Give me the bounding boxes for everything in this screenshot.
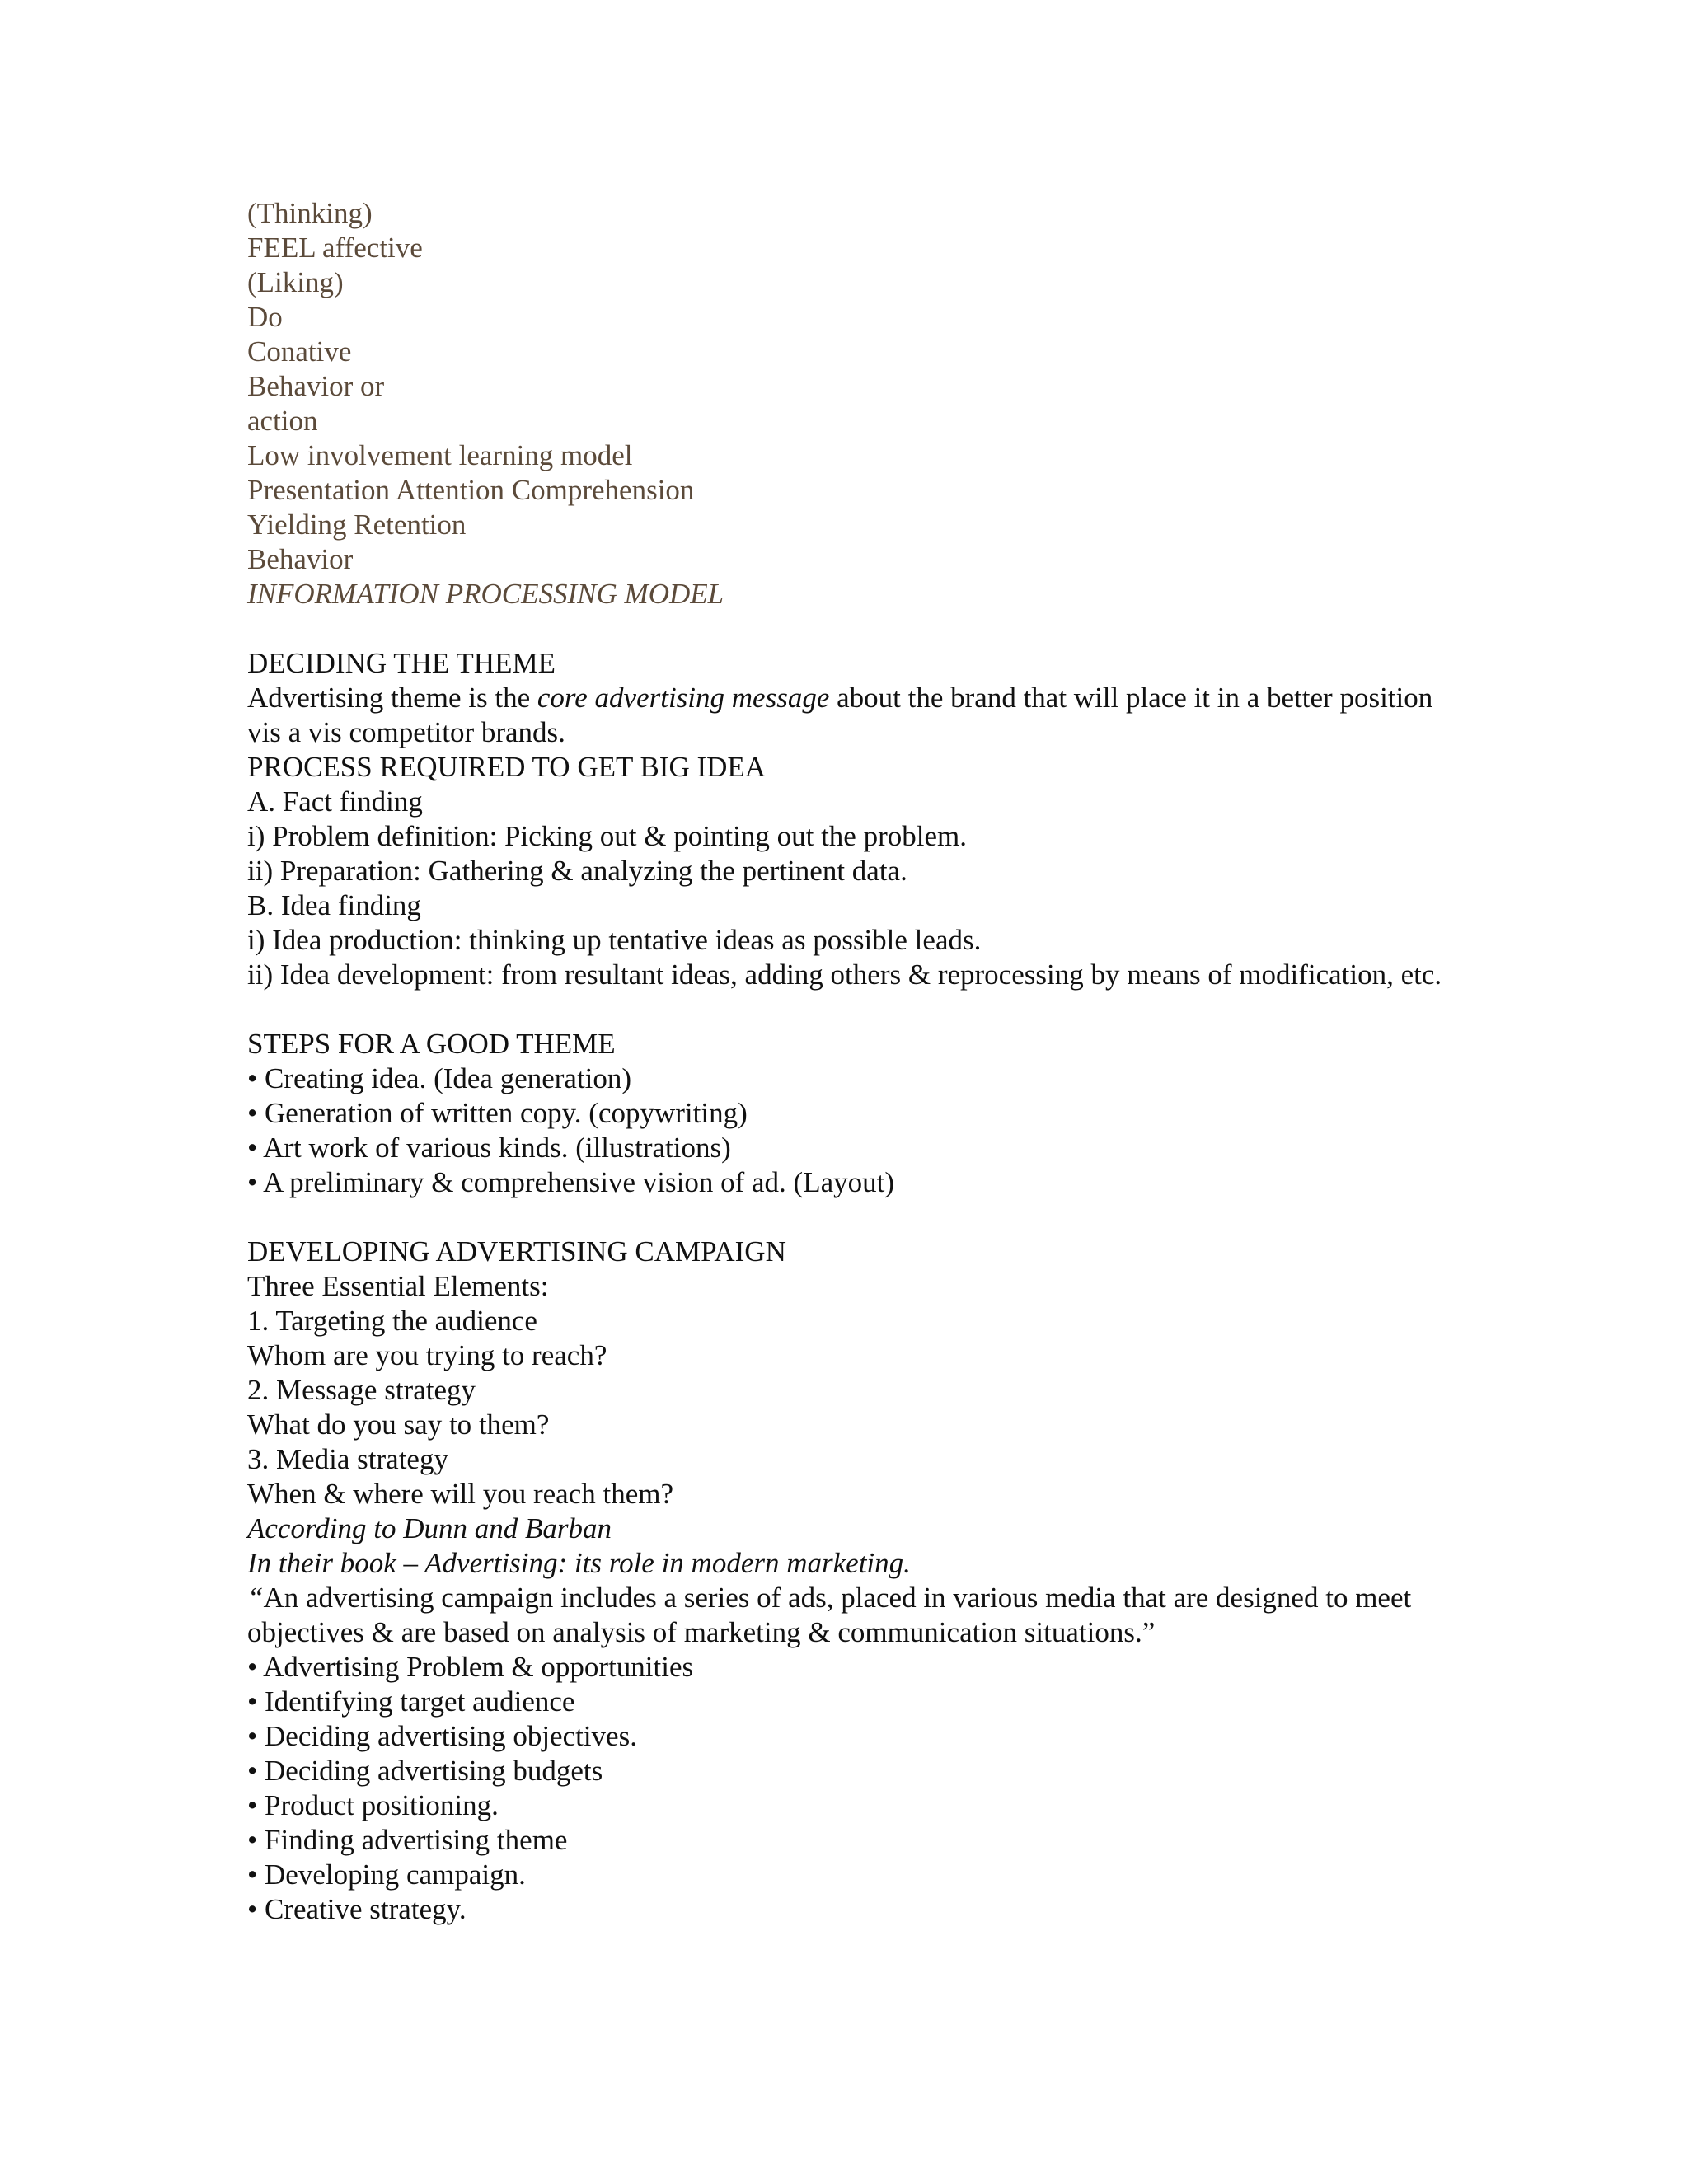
list-item: • Creating idea. (Idea generation) xyxy=(247,1062,632,1094)
process-step: A. Fact finding xyxy=(247,785,423,818)
campaign-section xyxy=(247,1235,1451,1927)
list-item: • Developing campaign. xyxy=(247,1858,526,1891)
theme-paragraph xyxy=(247,681,1451,750)
spacer xyxy=(247,612,1451,646)
list-item: • Deciding advertising objectives. xyxy=(247,1720,637,1752)
process-step: i) Problem definition: Picking out & pointing out the problem. xyxy=(247,820,967,852)
process-step: B. Idea finding xyxy=(247,889,421,921)
process-step: ii) Preparation: Gathering & analyzing the pertinent data. xyxy=(247,855,907,887)
list-item: • Deciding advertising budgets xyxy=(247,1755,603,1787)
model-line: action xyxy=(247,405,318,437)
citation-line: According to Dunn and Barban xyxy=(247,1512,612,1544)
list-item: • Advertising Problem & opportunities xyxy=(247,1651,694,1683)
theme-para-text: Advertising theme is the xyxy=(247,682,537,714)
good-theme-heading: STEPS FOR A GOOD THEME xyxy=(247,1028,616,1060)
model-line: Low involvement learning model xyxy=(247,439,633,471)
model-line: Presentation Attention Comprehension xyxy=(247,474,695,506)
model-heading: INFORMATION PROCESSING MODEL xyxy=(247,578,724,610)
model-line: (Thinking) xyxy=(247,197,373,229)
list-item: • Creative strategy. xyxy=(247,1893,467,1925)
campaign-line: What do you say to them? xyxy=(247,1408,550,1441)
theme-heading: DECIDING THE THEME xyxy=(247,647,556,679)
model-line: Behavior xyxy=(247,543,354,575)
campaign-line: Whom are you trying to reach? xyxy=(247,1339,607,1371)
campaign-line: 2. Message strategy xyxy=(247,1374,476,1406)
model-line: Behavior or xyxy=(247,370,385,402)
theme-section xyxy=(247,646,1451,992)
theme-para-emphasis: core advertising message xyxy=(537,682,830,714)
process-step: ii) Idea development: from resultant ideas, adding others & reprocessing by means of modification, etc. xyxy=(247,958,1442,991)
model-line: Yielding Retention xyxy=(247,509,467,541)
good-theme-section xyxy=(247,1027,1451,1200)
spacer xyxy=(247,1200,1451,1235)
campaign-quote xyxy=(247,1581,1451,1650)
quote-mark: “ xyxy=(247,1582,264,1614)
list-item: • Product positioning. xyxy=(247,1789,499,1821)
theme-para-text-end: about the brand that will place it in a better position vis a vis competitor brands. xyxy=(247,682,1433,748)
quote-text: An advertising campaign includes a series of ads, placed in various media that are designed to meet objectives & are based on analysis of marketing & communication situations.” xyxy=(247,1582,1412,1648)
campaign-line: Three Essential Elements: xyxy=(247,1270,549,1302)
model-line: (Liking) xyxy=(247,266,344,298)
model-line: FEEL affective xyxy=(247,232,423,264)
list-item: • Generation of written copy. (copywriting) xyxy=(247,1097,748,1129)
model-line: Do xyxy=(247,301,283,333)
process-heading: PROCESS REQUIRED TO GET BIG IDEA xyxy=(247,751,767,783)
campaign-line: 3. Media strategy xyxy=(247,1443,448,1475)
citation-line: In their book – Advertising: its role in modern marketing. xyxy=(247,1547,911,1579)
process-step: i) Idea production: thinking up tentative ideas as possible leads. xyxy=(247,924,982,956)
list-item: • Identifying target audience xyxy=(247,1685,575,1718)
campaign-line: 1. Targeting the audience xyxy=(247,1305,537,1337)
campaign-heading: DEVELOPING ADVERTISING CAMPAIGN xyxy=(247,1235,786,1268)
spacer xyxy=(247,992,1451,1027)
list-item: • Finding advertising theme xyxy=(247,1824,568,1856)
campaign-line: When & where will you reach them? xyxy=(247,1478,674,1510)
list-item: • Art work of various kinds. (illustrations) xyxy=(247,1132,731,1164)
model-line: Conative xyxy=(247,335,352,368)
list-item: • A preliminary & comprehensive vision of ad. (Layout) xyxy=(247,1166,894,1198)
document-page xyxy=(247,196,1451,1927)
model-section xyxy=(247,196,1451,612)
